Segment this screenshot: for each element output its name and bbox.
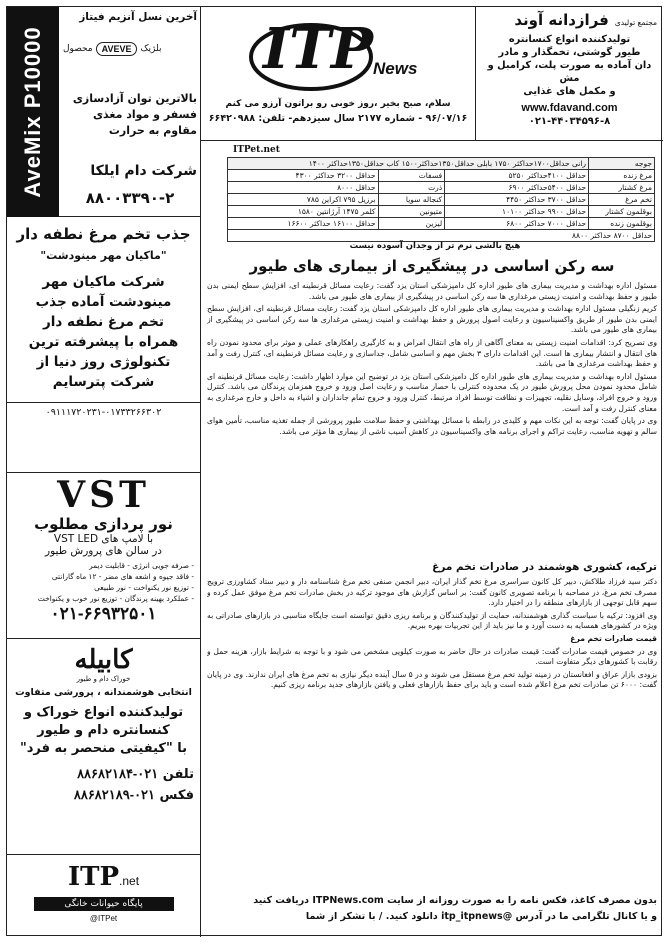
table-cell: حداقل ۱۶۱۰۰ حداکثر ۱۶۶۰۰	[228, 218, 379, 230]
avemix-phone[interactable]: ۸۸۰۰۳۳۹۰-۲	[85, 189, 175, 207]
avemix-product-row	[63, 29, 197, 69]
fdavand-phone[interactable]: ۰۲۱-۴۴۰۳۴۵۹۶-۸	[528, 116, 611, 127]
table-cell: بوقلمون زنده	[589, 218, 655, 230]
article-1-paragraph: وی تصریح کرد: اقدامات امنیت زیستی به معنای آگاهی از راه های انتقال امراض و به کارگیری راهکارهای عملی و موثر برای محدود نمودن راه های انتقال و انتشار بیماری ها است. این اقدامات دارای ۳ بخش مهم و اساسی شامل، جداسازی و رعایت مسائل قرنطینه ای، کنترل رفت و آمد و حفظ بهداشت مرغداری ها می باشد.	[207, 337, 657, 369]
makian-line-4: همراه با پیشرفته ترین	[28, 334, 179, 350]
makian-subhead: "ماکیان مهر مینودشت"	[40, 249, 167, 262]
vst-sub2: در سالن های پرورش طیور	[45, 545, 162, 557]
article-2-subheading: قیمت صادرات تخم مرغ	[570, 633, 657, 643]
kabileh-logo: کابیله	[74, 645, 133, 675]
article-1-body	[207, 281, 657, 551]
kabileh-fax-row[interactable]	[7, 785, 194, 806]
kabileh-tel-row[interactable]	[7, 764, 194, 785]
aveve-logo: AVEVE	[96, 42, 138, 56]
vst-feature-3: - توزیع نور یکنواخت - نور طبیعی	[94, 583, 194, 592]
table-row	[228, 194, 655, 206]
price-table-wrap	[227, 157, 655, 242]
vst-feature-2: - فاقد جیوه و اشعه های مضر - ۱۲ ماه گارانتی	[51, 572, 194, 581]
itpet-ad[interactable]	[7, 855, 201, 937]
masthead	[201, 7, 475, 141]
table-row	[228, 182, 655, 194]
avemix-ad[interactable]	[7, 7, 201, 217]
fdavand-ad[interactable]	[475, 7, 663, 141]
article-2-title: ترکیه، کشوری هوشمند در صادرات تخم مرغ	[432, 561, 657, 573]
article-1-paragraph: مسئول اداره بهداشت و مدیریت بیماری های طیور اداره کل دامپزشکی استان یزد در توضیح این موارد اظهار داشت: رعایت مسائل قرنطینه ای شامل محدود نمودن محل پرورش طیور در یک محدوده کنترلی با حصار مناسب و رعایت اصل ورود و خروج همزمان پرندگان می باشد. کنترل ورود و خروج افراد، وسایل نقلیه، تجهیزات و نظافت توسط افراد مرتبط، کنترل ورود و خروج تمام جانداران و اشیاء به داخل و خارج مرغداری به معنای کنترل رفت و آمد است.	[207, 371, 657, 413]
table-cell: حداقل ۹۹۰۰ حداکثر ۱۰۱۰۰	[445, 206, 589, 218]
itpnews-logo-suffix: News	[373, 59, 418, 78]
table-cell: بوقلمون کشتار	[589, 206, 655, 218]
article-2-paragraph: بزودی بازار عراق و افغانستان در زمینه تولید تخم مرغ مستقل می شوند و در ۵ سال آینده دیگر نیازی به تخم مرغ های ایران ندارند. وی در پایان گفت: ۶۰۰۰ تن صادرات تخم مرغ اعلام شده است و باید برای حفظ بازارهای فعلی و یافتن بازارهای جدید برنامه ریزی کنیم.	[207, 669, 657, 690]
makian-line-1: شرکت ماکیان مهر	[42, 274, 165, 290]
kabileh-fax-label: فکس	[159, 788, 194, 803]
table-cell: تخم مرغ	[589, 194, 655, 206]
table-cell: حداقل ۸۰۰۰	[228, 182, 379, 194]
avemix-feature-3: مقاوم به حرارت	[108, 124, 197, 137]
fdavand-title-row	[482, 11, 657, 29]
article-1	[207, 255, 657, 551]
makian-line-6: شرکت پترسایم	[52, 374, 155, 390]
itpet-small-logo	[233, 145, 280, 155]
table-row	[228, 230, 655, 242]
kabileh-contacts	[7, 764, 200, 806]
fdavand-subtitle: مجتمع تولیدی	[614, 18, 657, 27]
article-2-paragraph: دکتر سید فرزاد طلاکش، دبیر کل کانون سراسری مرغ تخم گذار ایران، دبیر انجمن صنفی تخم مرغ شناسنامه دار و دبیر ستاد کشاورزی ترویج مصرف تخم مرغ، در مصاحبه با برنامه تصویری کانون گفت: بر اساس گزارش های موجود ترکیه در بخش صادرات تخم مرغ موفق عمل کرده و سهم قابل توجهی از بازارهای منطقه را در اختیار دارد.	[207, 577, 657, 608]
vst-feature-1: - صرفه جویی انرژی - قابلیت دیمر	[89, 561, 194, 570]
table-row	[228, 170, 655, 182]
table-header-cell: رانی حداقل۱۷۰۰حداکثر ۱۷۵۰ بابلی حداقل۱۳۵۰حداکثر۱۵۰۰ کاب حداقل۱۳۵۰حداکثر ۱۴۰۰	[228, 158, 589, 170]
makian-line-5: تکنولوژی روز دنیا از	[36, 354, 171, 370]
kabileh-tagline: انتخابی هوشمندانه ، پرورشی متفاوت	[15, 687, 192, 698]
vst-feature-list	[7, 560, 200, 604]
table-cell: فسفات	[378, 170, 445, 182]
fdavand-website[interactable]: www.fdavand.com	[521, 102, 618, 114]
table-cell: حداقل ۳۲۰۰ حداکثر ۴۳۰۰	[228, 170, 379, 182]
footer-line-1[interactable]: بدون مصرف کاغذ، فکس نامه را به صورت روزانه از سایت ITPNews.com دریافت کنید	[253, 895, 657, 906]
table-row	[228, 206, 655, 218]
vst-headline: نور پردازی مطلوب	[34, 515, 173, 533]
avemix-product-prefix: محصول	[63, 44, 93, 54]
article-2-body	[207, 577, 657, 833]
daily-quote: هیچ بالشی نرم تر از وجدان آسوده نیست	[349, 241, 521, 251]
fdavand-line-4: و مکمل های غذایی	[523, 86, 616, 97]
avemix-brand-text: AveMix P10000	[20, 26, 45, 198]
avemix-company: شرکت دام ایلکا	[90, 163, 197, 179]
article-1-paragraph: کریم زنگیلی مسئول اداره بهداشت و مدیریت بیماری های طیور اداره کل دامپزشکی استان یزد گفت: رعایت مسائل قرنطینه ای، افزایش سطح ایمنی بدن طیور از طریق واکسیناسیون و رعایت اصول پرورش و حفظ بهداشت و امنیت زیستی مرغداری ها سه رکن اساسی در پیشگیری از بیماری های طیور می باشد.	[207, 304, 657, 335]
masthead-issue: ۹۶/۰۷/۱۶ - شماره ۲۱۷۷ سال سیزدهم- تلفن: ۶۶۴۲۰۹۸۸	[208, 113, 468, 124]
table-cell: برزیل ۷۹۵ اکراین ۷۸۵	[228, 194, 379, 206]
article-1-paragraph: وی در پایان گفت: توجه به این نکات مهم و کلیدی در رابطه با مسائل بهداشتی و حفظ سلامت طیور پرورشی از جمله تغذیه مناسب، تأمین هوای سالم و تهویه مناسب، رعایت تراکم و اجرای برنامه های واکسیناسیون در کاهش آسیب ناشی از بیماری ها مؤثر می باشد.	[207, 416, 657, 436]
makian-headline: جذب تخم مرغ نطفه دار	[16, 225, 191, 243]
avemix-features	[63, 91, 197, 139]
footer-line-2[interactable]: و یا کانال تلگرامی ما در آدرس @itp_itpnews دانلود کنید. / با تشکر از شما	[305, 911, 657, 922]
itpet-handle[interactable]: @ITPet	[89, 914, 118, 923]
makian-line-3: تخم مرغ نطفه دار	[43, 314, 164, 330]
kabileh-tel-label: تلفن	[162, 767, 194, 782]
article-2	[207, 559, 657, 833]
table-cell: متیونین	[378, 206, 445, 218]
footer	[207, 893, 657, 925]
kabileh-fax[interactable]: ۰۲۱-۸۸۶۸۲۱۸۹	[73, 787, 156, 802]
avemix-origin: بلژیک	[140, 44, 162, 54]
itpet-logo-suffix: .net	[119, 874, 140, 888]
fdavand-line-2: طیور گوشتی، تخمگذار و مادر	[498, 47, 641, 58]
table-cell: حداقل ۵۴۰۰حداکثر ۶۹۰۰	[445, 182, 589, 194]
makian-phone[interactable]: ۰۹۱۱۱۷۲۰۲۳۱-۰۱۷۳۳۲۶۶۳۰۲	[7, 402, 200, 418]
avemix-top-line: آخرین نسل آنزیم فیتاز	[79, 11, 197, 23]
avemix-feature-2: فسفر و مواد مغذی	[92, 108, 197, 121]
kabileh-body	[7, 704, 200, 758]
makian-ad[interactable]	[7, 217, 201, 473]
table-cell: حداقل ۸۷۰۰ حداکثر ۸۸۰۰	[228, 230, 655, 242]
article-2-paragraph: وی افزود: ترکیه با سیاست گذاری هوشمندانه، حمایت از تولیدکنندگان و برنامه ریزی دقیق توانسته است جایگاه مناسبی در بازارهای صادراتی به ویژه در کشورهای همسایه به دست آورد و ما نیز باید از این تجربیات بهره ببریم.	[207, 610, 657, 631]
table-row	[228, 218, 655, 230]
fdavand-body	[482, 33, 657, 98]
itpet-small-text: ITPet.net	[233, 145, 280, 155]
article-1-paragraph: مسئول اداره بهداشت و مدیریت بیماری های طیور اداره کل دامپزشکی استان یزد گفت: رعایت مسائل قرنطینه ای، افزایش سطح ایمنی بدن طیور و حفظ بهداشت و امنیت زیستی مرغداری ها سه رکن اساسی در پیشگیری از بیماری های طیور می باشد.	[207, 281, 657, 301]
table-cell: ذرت	[378, 182, 445, 194]
vst-phone[interactable]: ۰۲۱-۶۶۹۳۲۵۰۱	[50, 604, 157, 623]
masthead-greeting: سلام، صبح بخیر ،روز خوبی رو براتون آرزو می کنم	[225, 99, 451, 109]
itpet-tagline: پایگاه حیوانات خانگی	[34, 897, 174, 911]
table-cell: کلمر ۱۴۷۵ آرژانتین ۱۵۸۰	[228, 206, 379, 218]
vst-logo: VST	[57, 474, 150, 516]
article-1-title: سه رکن اساسی در پیشگیری از بیماری های طیور	[249, 257, 615, 275]
fax-newsletter-page	[6, 6, 662, 936]
vst-feature-4: - عملکرد بهینه پرندگان - توزیع نور خوب و یکنواخت	[37, 594, 194, 603]
itpet-logo-row	[7, 863, 200, 895]
vst-ad[interactable]	[7, 473, 201, 639]
table-cell: لیزین	[378, 218, 445, 230]
itpet-logo: ITP	[67, 862, 120, 892]
avemix-vertical-brand	[7, 7, 59, 217]
table-cell: مرغ زنده	[589, 170, 655, 182]
article-2-paragraph: وی در خصوص قیمت صادرات گفت: قیمت صادرات در حال حاضر به صورت کیلویی مشخص می شود و با توجه به شرایط بازار، هزینه حمل و رقابت با کشورهای دیگر متفاوت است.	[207, 646, 657, 667]
fdavand-line-3: دان آماده به صورت پلت، کرامبل و مش	[487, 60, 652, 84]
kabileh-logo-sub: خوراک دام و طیور	[76, 675, 131, 683]
itpnews-logo-main: ITP	[263, 16, 373, 82]
table-cell: کنجاله سویا	[378, 194, 445, 206]
table-cell: حداقل ۳۷۰۰ حداکثر ۴۴۵۰	[445, 194, 589, 206]
table-header-cell: جوجه	[589, 158, 655, 170]
vst-sub1: با لامپ های VST LED	[53, 533, 154, 545]
table-cell: حداقل ۴۱۰۰حداکثر ۵۲۵۰	[445, 170, 589, 182]
kabileh-line-1: تولیدکننده انواع خوراک و	[23, 705, 184, 720]
price-table	[227, 157, 655, 242]
fdavand-name: فرازدانه آوند	[514, 11, 609, 29]
kabileh-line-3: با "کیفیتی منحصر به فرد"	[19, 741, 188, 756]
table-cell: مرغ کشتار	[589, 182, 655, 194]
kabileh-ad[interactable]	[7, 639, 201, 855]
makian-line-2: مینودشت آماده جذب	[35, 294, 172, 310]
kabileh-line-2: کنسانتره دام و طیور	[37, 723, 170, 738]
avemix-feature-1: بالاترین توان آزادسازی	[72, 92, 197, 105]
table-cell: حداقل ۷۰۰۰ حداکثر ۶۸۰۰	[445, 218, 589, 230]
kabileh-tel[interactable]: ۰۲۱-۸۸۶۸۲۱۸۴	[77, 766, 159, 781]
table-row	[228, 158, 655, 170]
makian-body	[7, 272, 200, 392]
itpnews-logo	[241, 13, 441, 93]
fdavand-line-1: تولیدکننده انواع کنسانتره	[508, 34, 631, 45]
